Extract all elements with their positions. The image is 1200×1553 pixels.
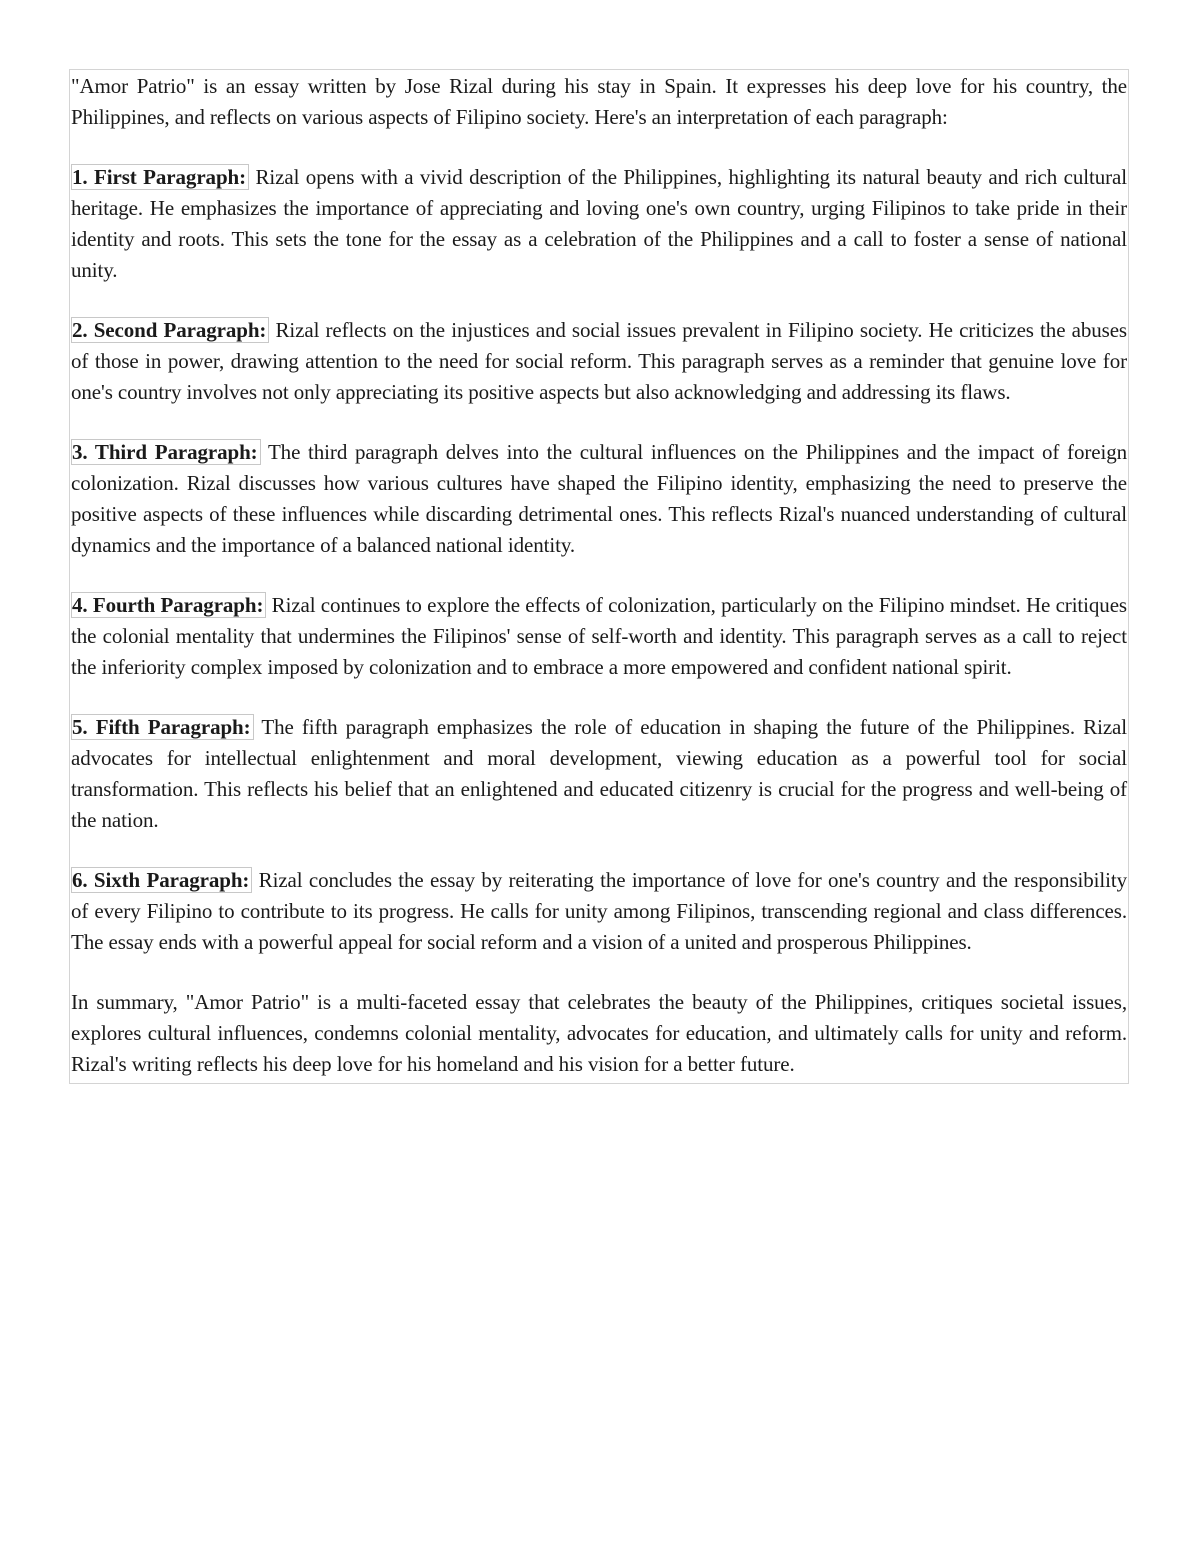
document-text-box [69, 69, 1129, 1084]
section-text-1: Rizal opens with a vivid description of the Philippines, highlighting its natural beauty and rich cultural heritage. He emphasizes the importance of appreciating and loving one's own country, urging Filipinos to take pride in their identity and roots. This sets the tone for the essay as a celebration of the Philippines and a call to foster a sense of national unity. [71, 165, 1127, 282]
section-heading-2: 2. Second Paragraph: [71, 317, 269, 343]
section-heading-1: 1. First Paragraph: [71, 164, 249, 190]
intro-paragraph: "Amor Patrio" is an essay written by Jose Rizal during his stay in Spain. It expresses his deep love for his country, the Philippines, and reflects on various aspects of Filipino society. Here's an interpretation of each paragraph: [71, 74, 1127, 129]
section-text-6: Rizal concludes the essay by reiterating the importance of love for one's country and the responsibility of every Filipino to contribute to its progress. He calls for unity among Filipinos, transcending regional and class differences. The essay ends with a powerful appeal for social reform and a vision of a united and prosperous Philippines. [71, 868, 1127, 954]
section-heading-5: 5. Fifth Paragraph: [71, 714, 254, 740]
section-paragraph-2 [71, 315, 1127, 408]
section-heading-4: 4. Fourth Paragraph: [71, 592, 266, 618]
summary-paragraph: In summary, "Amor Patrio" is a multi-faceted essay that celebrates the beauty of the Philippines, critiques societal issues, explores cultural influences, condemns colonial mentality, advocates for education, and ultimately calls for unity and reform. Rizal's writing reflects his deep love for his homeland and his vision for a better future. [71, 990, 1127, 1076]
section-paragraph-6 [71, 865, 1127, 958]
section-paragraph-5 [71, 712, 1127, 836]
section-text-5: The fifth paragraph emphasizes the role of education in shaping the future of the Philippines. Rizal advocates for intellectual enlightenment and moral development, viewing education as a powerful tool for social transformation. This reflects his belief that an enlightened and educated citizenry is crucial for the progress and well-being of the nation. [71, 715, 1128, 832]
section-heading-3: 3. Third Paragraph: [71, 439, 261, 465]
section-paragraph-3 [71, 437, 1127, 561]
section-paragraph-1 [71, 162, 1127, 286]
section-text-4: Rizal continues to explore the effects of colonization, particularly on the Filipino mindset. He critiques the colonial mentality that undermines the Filipinos' sense of self-worth and identity. This paragraph serves as a call to reject the inferiority complex imposed by colonization and to embrace a more empowered and confident national spirit. [71, 593, 1127, 679]
section-heading-6: 6. Sixth Paragraph: [71, 867, 252, 893]
section-text-3: The third paragraph delves into the cultural influences on the Philippines and the impact of foreign colonization. Rizal discusses how various cultures have shaped the Filipino identity, emphasizing the need to preserve the positive aspects of these influences while discarding detrimental ones. This reflects Rizal's nuanced understanding of cultural dynamics and the importance of a balanced national identity. [71, 440, 1127, 557]
section-text-2: Rizal reflects on the injustices and social issues prevalent in Filipino society. He criticizes the abuses of those in power, drawing attention to the need for social reform. This paragraph serves as a reminder that genuine love for one's country involves not only appreciating its positive aspects but also acknowledging and addressing its flaws. [71, 318, 1127, 404]
section-paragraph-4 [71, 590, 1127, 683]
